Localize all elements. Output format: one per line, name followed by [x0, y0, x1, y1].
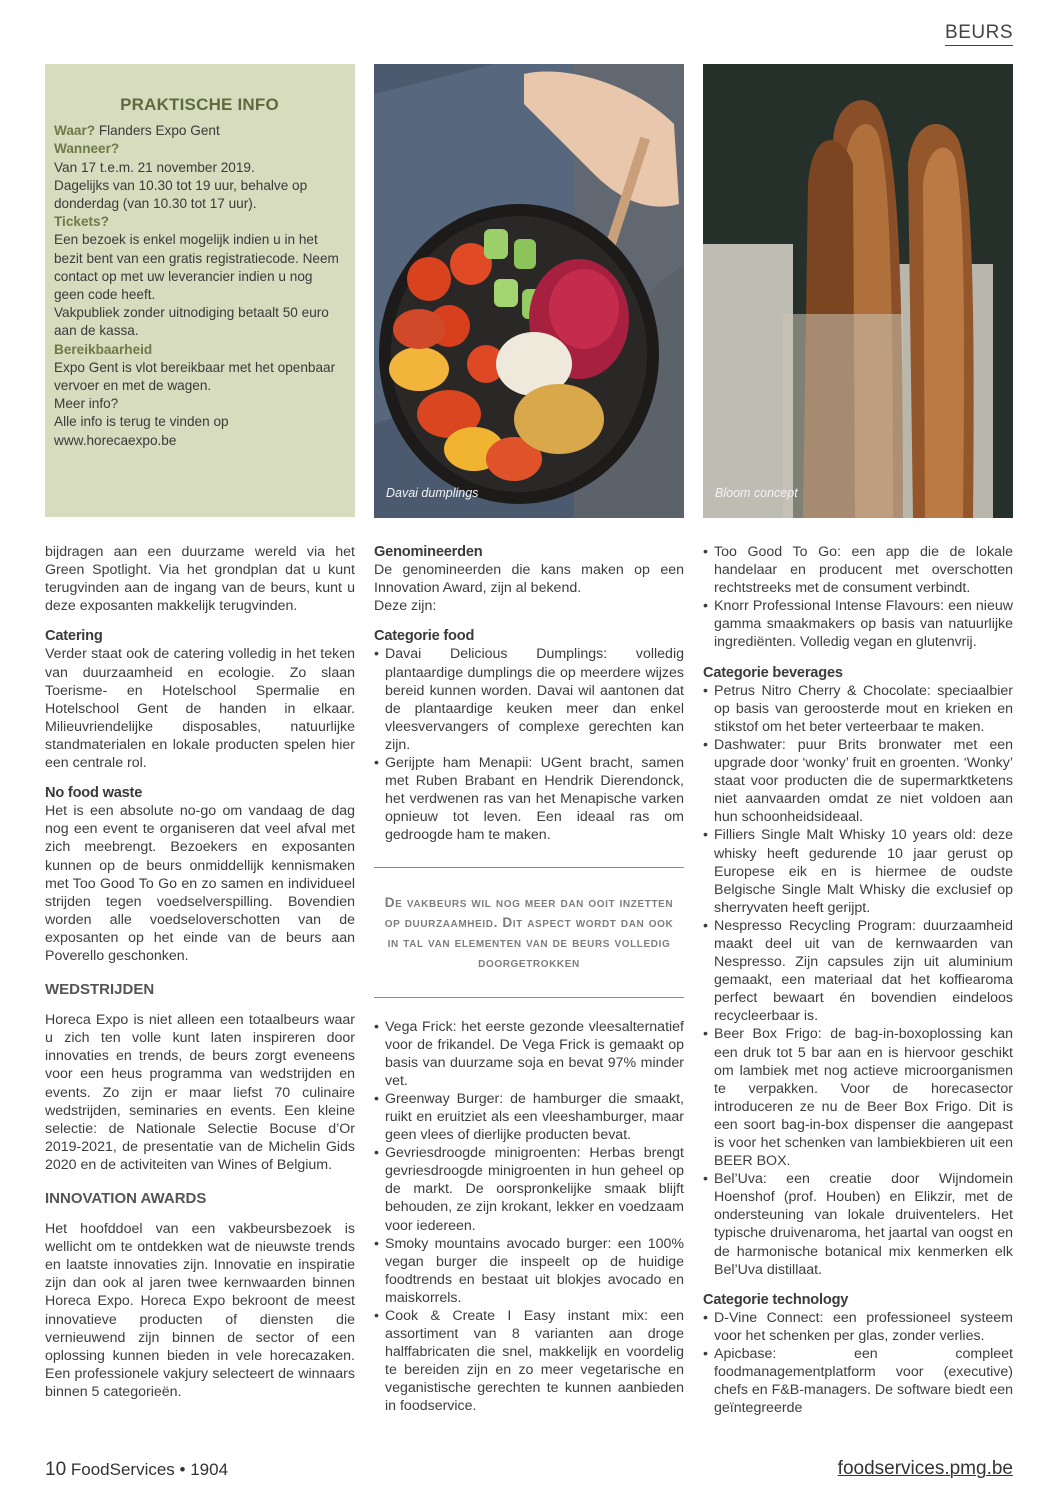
tickets-label: Tickets? [54, 214, 109, 230]
bereik-line: Expo Gent is vlot bereikbaar met het openbaar vervoer en met de wagen. [54, 359, 336, 394]
article-column-1 [45, 543, 355, 1401]
catering-heading: Catering [45, 628, 103, 645]
pull-quote: De vakbeurs wil nog meer dan ooit inzetten op duurzaamheid. Dit aspect wordt dan ook in tal van elementen van de beurs volledig doorgetrokken [374, 867, 684, 998]
list-item: • Greenway Burger: de hamburger die smaakt, ruikt en eruitziet als een vleeshamburger, maar geen vlees of dierlijke producten bevat. [374, 1090, 684, 1144]
list-item: • Beer Box Frigo: de bag-in-boxoplossing kan een druk tot 5 bar aan en is hiervoor geschikt om lambiek met nog actieve microorganismen te verpakken. Voor de horecasector introduceren ze nu de Beer Box Frigo. Dit is een soort bag-in-box dispenser die aangepast is voor het schenken van lambiekbieren uit een BEER BOX. [703, 1025, 1013, 1170]
list-item: • Smoky mountains avocado burger: een 100% vegan burger die inspeelt op de huidige foodtrends en bestaat uit blokjes avocado en maiskorrels. [374, 1235, 684, 1307]
page-number: 10 [45, 1459, 67, 1480]
section-label: BEURS [945, 22, 1013, 46]
article-column-2 [374, 543, 684, 1416]
list-item: • Gevriesdroogde minigroenten: Herbas brengt gevriesdroogde minigroenten in hun geheel op de markt. De oorspronkelijke smaak blijft behouden, ze zijn krokant, lekker en voedzaam voor iedereen. [374, 1144, 684, 1234]
catering-paragraph: Verder staat ook de catering volledig in het teken van duurzaamheid en ecologie. Zo slaan Toerisme- en Hotelschool Spermalie en Hotelschool Gent de handen in elkaar. Milieuvriendelijke disposables, natuurlijke standmaterialen en lokale producten spelen hier een centrale rol. [45, 646, 355, 772]
tickets-line: Een bezoek is enkel mogelijk indien u in het bezit bent van een gratis registratiecode. Neem contact op met uw leverancier indien u nog geen code heeft. [54, 232, 339, 303]
list-item: • Cook & Create I Easy instant mix: een assortiment van 8 varianten aan droge halffabricaten die snel, makkelijk en voordelig te bereiden zijn en zo meer vegetarische en veganistische gerechten te kunnen aanbieden in foodservice. [374, 1307, 684, 1416]
wanneer-label: Wanneer? [54, 141, 120, 157]
nofood-heading: No food waste [45, 785, 143, 802]
waar-label: Waar? [54, 123, 96, 139]
wanneer-line: Van 17 t.e.m. 21 november 2019. [54, 159, 255, 175]
food-list [374, 645, 684, 844]
bereik-line: Meer info? [54, 396, 119, 412]
list-item: • Filliers Single Malt Whisky 10 years old: deze whisky heeft gedurende 10 jaar gerust op Europese eik en is hiermee de oudste Belgische Single Malt Whisky die exclusief op sherryvaten heeft gerijpt. [703, 826, 1013, 916]
list-item: • Apicbase: een compleet foodmanagementplatform voor (executive) chefs en F&B-managers. De software biedt een geïntegreerde [703, 1345, 1013, 1417]
list-item: • Bel’Uva: een creatie door Wijndomein Hoenshof (prof. Houben) en Elikzir, met de ondersteuning van lokale druiventelers. Het typische druivenaroma, het jaartal van oogst en de harmonische botanical mix kenmerken elk Bel’Uva distillaat. [703, 1170, 1013, 1279]
nofood-paragraph: Het is een absolute no-go om vandaag de dag nog een event te organiseren dat veel afval met zich meebrengt. Bezoekers en exposanten kunnen op de beurs onmiddellijk kennismaken met Too Good To Go en zo samen en individueel strijden tegen voedselverspilling. Bovendien worden alle voedseloverschotten van de exposanten op het einde van de beurs aan Poverello geschonken. [45, 803, 355, 964]
list-item: • Davai Delicious Dumplings: volledig plantaardige dumplings die op meerdere wijzes bereid kunnen worden. Davai wil aantonen dat de plantaardige keuken meer dan enkel vleesvervangers of complexe gerechten kan zijn. [374, 645, 684, 754]
publication-name: FoodServices • 1904 [70, 1460, 229, 1479]
food-list-3 [703, 543, 1013, 652]
wedstrijden-heading: WEDSTRIJDEN [45, 981, 155, 999]
food-heading: Categorie food [374, 628, 475, 645]
photo-bread-loaves [703, 64, 1013, 518]
food-list-2 [374, 1018, 684, 1416]
list-item: • Too Good To Go: een app die de lokale handelaar en producent met overschotten rechtstreeks met de consument verbindt. [703, 543, 1013, 597]
page-footer-left [45, 1459, 228, 1481]
infobox-title: PRAKTISCHE INFO [120, 95, 279, 114]
genomineerden-paragraph-2: Deze zijn: [374, 598, 437, 615]
image-caption: Davai dumplings [386, 486, 479, 500]
dumplings-illustration [374, 64, 684, 518]
photo-dumplings-bowl [374, 64, 684, 518]
technology-list [703, 1309, 1013, 1418]
practical-info-box [45, 64, 355, 517]
innovation-paragraph: Het hoofddoel van een vakbeursbezoek is wellicht om te ontdekken wat de nieuwste trends en laatste innovaties zijn. Innovatie en inspiratie zijn dan ook al jaren twee kernwaarden binnen Horeca Expo. Horeca Expo bekroont de meest innovatieve producten of diensten die vernieuwend zijn binnen de sector of een oplossing kunnen bieden in vele horecazaken. Een professionele vakjury selecteert de winnaars binnen 5 categorieën. [45, 1221, 355, 1400]
list-item: • Vega Frick: het eerste gezonde vleesalternatief voor de frikandel. De Vega Frick is gemaakt op basis van duurzame soja en bevat 97% minder vet. [374, 1018, 684, 1090]
technology-heading: Categorie technology [703, 1291, 849, 1308]
bereikbaarheid-label: Bereikbaarheid [54, 341, 153, 357]
wedstrijden-paragraph: Horeca Expo is niet alleen een totaalbeurs waar u zich ten volle kunt laten inspireren door innovaties en trends, de beurs zorgt eveneens voor een heus programma van wedstrijden en events. Zo zijn er maar liefst 70 culinaire wedstrijden, seminaries en events. Een kleine selectie: de Nationale Selectie Bocuse d’Or 2019-2021, de presentatie van de Michelin Gids 2020 en de activiteiten van Wines of Belgium. [45, 1012, 355, 1173]
genomineerden-paragraph: De genomineerden die kans maken op een Innovation Award, zijn al bekend. [374, 562, 684, 597]
bereik-line: Alle info is terug te vinden op www.horecaexpo.be [54, 414, 229, 448]
list-item: • Gerijpte ham Menapii: UGent bracht, samen met Ruben Brabant en Hendrik Dierendonck, het verdwenen ras van het Menapische varken opnieuw tot leven. Een ideaal ras om gedroogde ham te maken. [374, 754, 684, 844]
bread-illustration [703, 64, 1013, 518]
footer-url-link[interactable]: foodservices.pmg.be [837, 1458, 1013, 1479]
intro-paragraph: bijdragen aan een duurzame wereld via het Green Spotlight. Via het grondplan dat u kunt terugvinden aan de ingang van de beurs, kunt u deze exposanten makkelijk terugvinden. [45, 544, 355, 615]
wanneer-line: Dagelijks van 10.30 tot 19 uur, behalve op donderdag (van 10.30 tot 17 uur). [54, 177, 308, 212]
tickets-line: Vakpubliek zonder uitnodiging betaalt 50 euro aan de kassa. [54, 305, 329, 339]
list-item: • Nespresso Recycling Program: duurzaamheid maakt deel uit van de kernwaarden van Nespresso. Zijn capsules zijn uit aluminium gemaakt, een materiaal dat het koffiearoma perfect bewaart én bovendien eindeloos recycleerbaar is. [703, 917, 1013, 1026]
innovation-heading: INNOVATION AWARDS [45, 1190, 207, 1207]
list-item: • D-Vine Connect: een professioneel systeem voor het schenken per glas, zonder verlies. [703, 1309, 1013, 1345]
genomineerden-heading: Genomineerden [374, 544, 483, 560]
image-caption: Bloom concept [715, 486, 798, 500]
list-item: • Knorr Professional Intense Flavours: een nieuw gamma smaakmakers op basis van natuurlijke ingrediënten. Volledig vegan en glutenvrij. [703, 597, 1013, 651]
beverages-list [703, 682, 1013, 1279]
article-column-3 [703, 543, 1013, 1417]
beverages-heading: Categorie beverages [703, 664, 843, 681]
waar-value: Flanders Expo Gent [98, 123, 220, 139]
list-item: • Dashwater: puur Brits bronwater met een upgrade door ‘wonky’ fruit en groenten. ‘Wonky’ staat voor producten die de supermarktketens niet aanvaarden omdat ze niet voldoen aan hun schoonheidsideaal. [703, 736, 1013, 826]
list-item: • Petrus Nitro Cherry & Chocolate: speciaalbier op basis van geroosterde mout en krieken en stikstof om het beter verteerbaar te maken. [703, 682, 1013, 736]
